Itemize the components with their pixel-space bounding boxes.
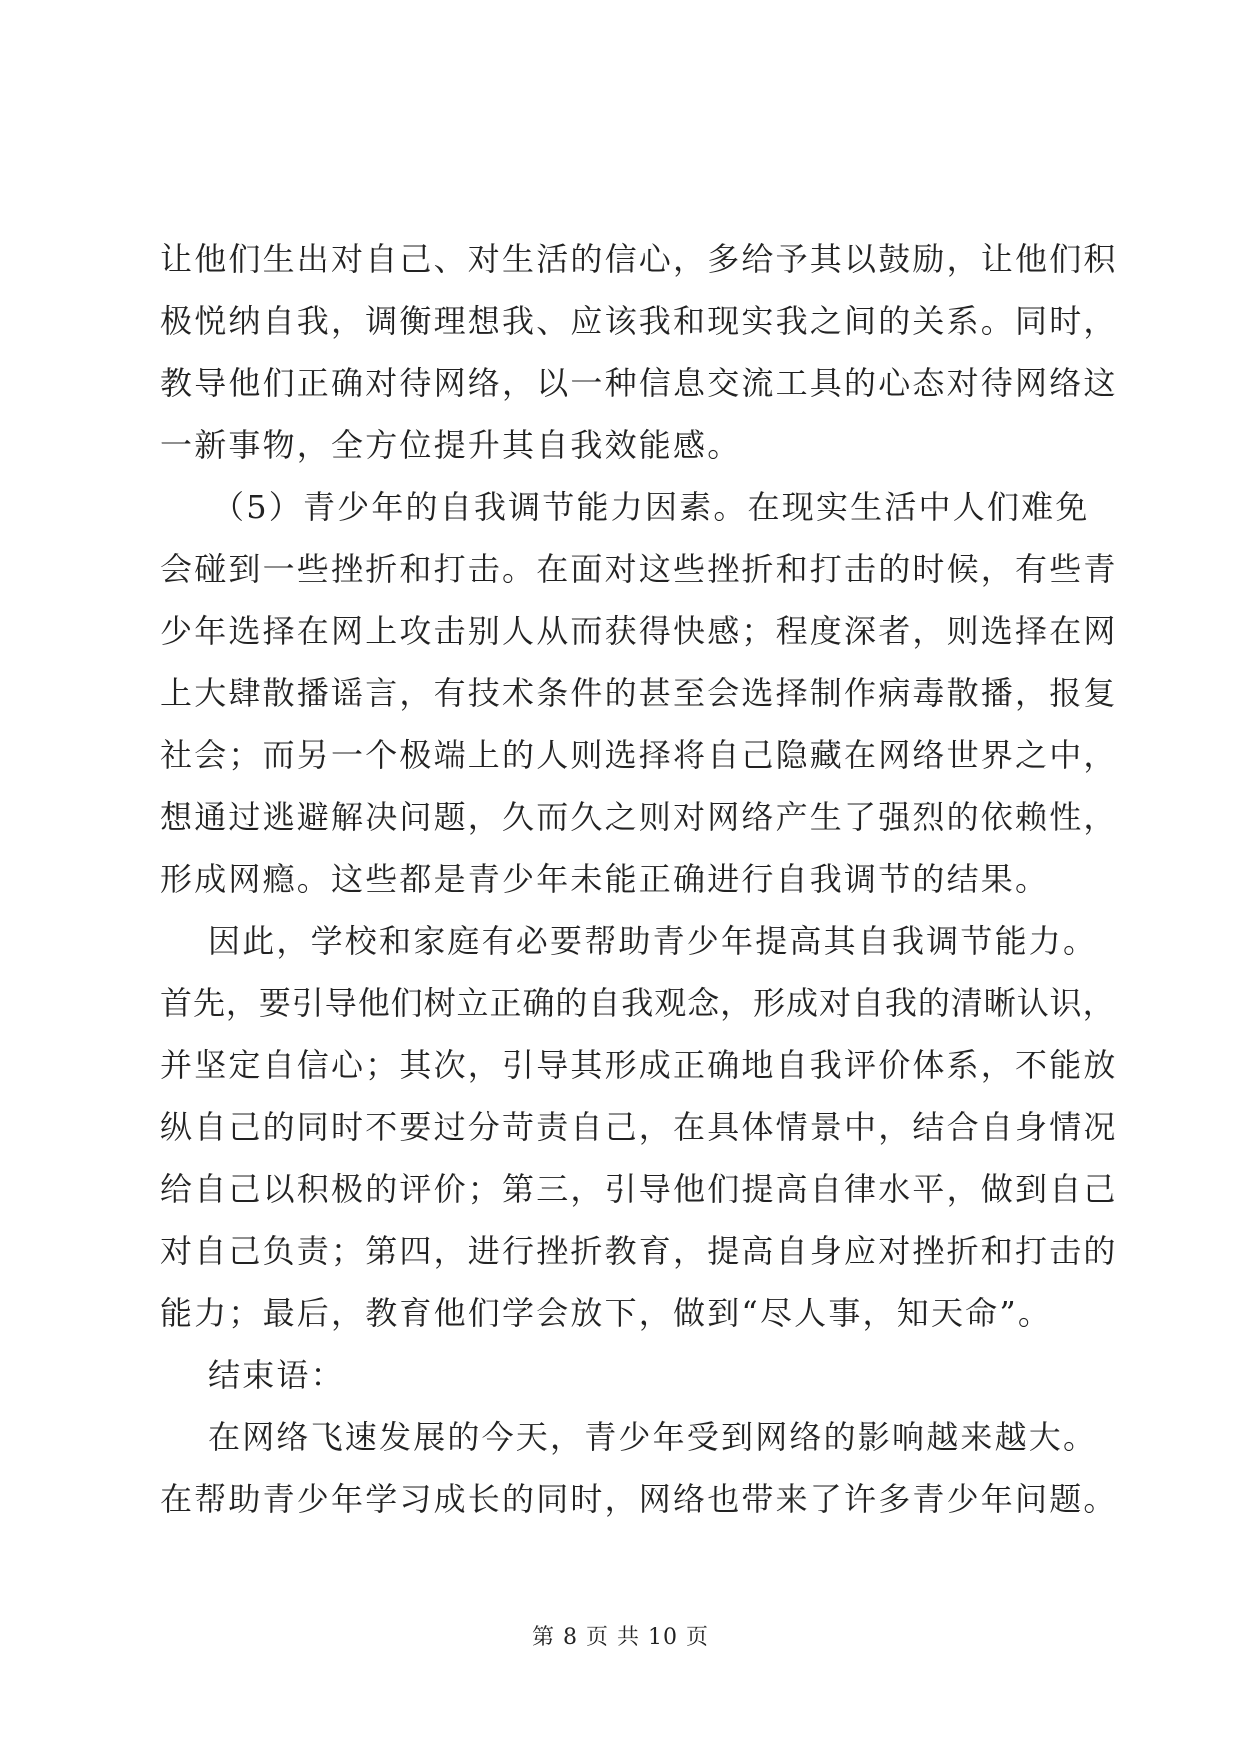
text-line: 社会；而另一个极端上的人则选择将自己隐藏在网络世界之中， <box>160 736 1118 774</box>
text-line: 对自己负责；第四，进行挫折教育，提高自身应对挫折和打击的 <box>160 1232 1118 1270</box>
text-line: 在帮助青少年学习成长的同时，网络也带来了许多青少年问题。 <box>160 1480 1118 1518</box>
text-line: 给自己以积极的评价；第三，引导他们提高自律水平，做到自己 <box>160 1170 1118 1208</box>
text-line: 纵自己的同时不要过分苛责自己，在具体情景中，结合自身情况 <box>160 1108 1118 1146</box>
text-line: 并坚定自信心；其次，引导其形成正确地自我评价体系，不能放 <box>160 1046 1118 1084</box>
document-body <box>160 228 1120 1530</box>
text-line: 教导他们正确对待网络，以一种信息交流工具的心态对待网络这 <box>160 364 1118 402</box>
text-line: 极悦纳自我，调衡理想我、应该我和现实我之间的关系。同时， <box>160 302 1118 340</box>
text-line: 因此，学校和家庭有必要帮助青少年提高其自我调节能力。 <box>208 922 1098 960</box>
text-line: 上大肆散播谣言，有技术条件的甚至会选择制作病毒散播，报复 <box>160 674 1118 712</box>
text-line: 想通过逃避解决问题，久而久之则对网络产生了强烈的依赖性， <box>160 798 1118 836</box>
text-line: 让他们生出对自己、对生活的信心，多给予其以鼓励，让他们积 <box>160 240 1118 278</box>
text-line: 形成网瘾。这些都是青少年未能正确进行自我调节的结果。 <box>160 860 1050 898</box>
text-line: 少年选择在网上攻击别人从而获得快感；程度深者，则选择在网 <box>160 612 1118 650</box>
text-line: 结束语： <box>208 1356 345 1394</box>
text-line: 首先，要引导他们树立正确的自我观念，形成对自我的清晰认识， <box>160 984 1116 1022</box>
text-line: 在网络飞速发展的今天，青少年受到网络的影响越来越大。 <box>208 1418 1098 1456</box>
text-line: 能力；最后，教育他们学会放下，做到“尽人事，知天命”。 <box>160 1294 1053 1332</box>
text-line: （5）青少年的自我调节能力因素。在现实生活中人们难免 <box>212 488 1090 526</box>
text-line: 会碰到一些挫折和打击。在面对这些挫折和打击的时候，有些青 <box>160 550 1118 588</box>
text-line: 一新事物，全方位提升其自我效能感。 <box>160 426 742 464</box>
page-footer: 第 8 页 共 10 页 <box>532 1625 709 1650</box>
